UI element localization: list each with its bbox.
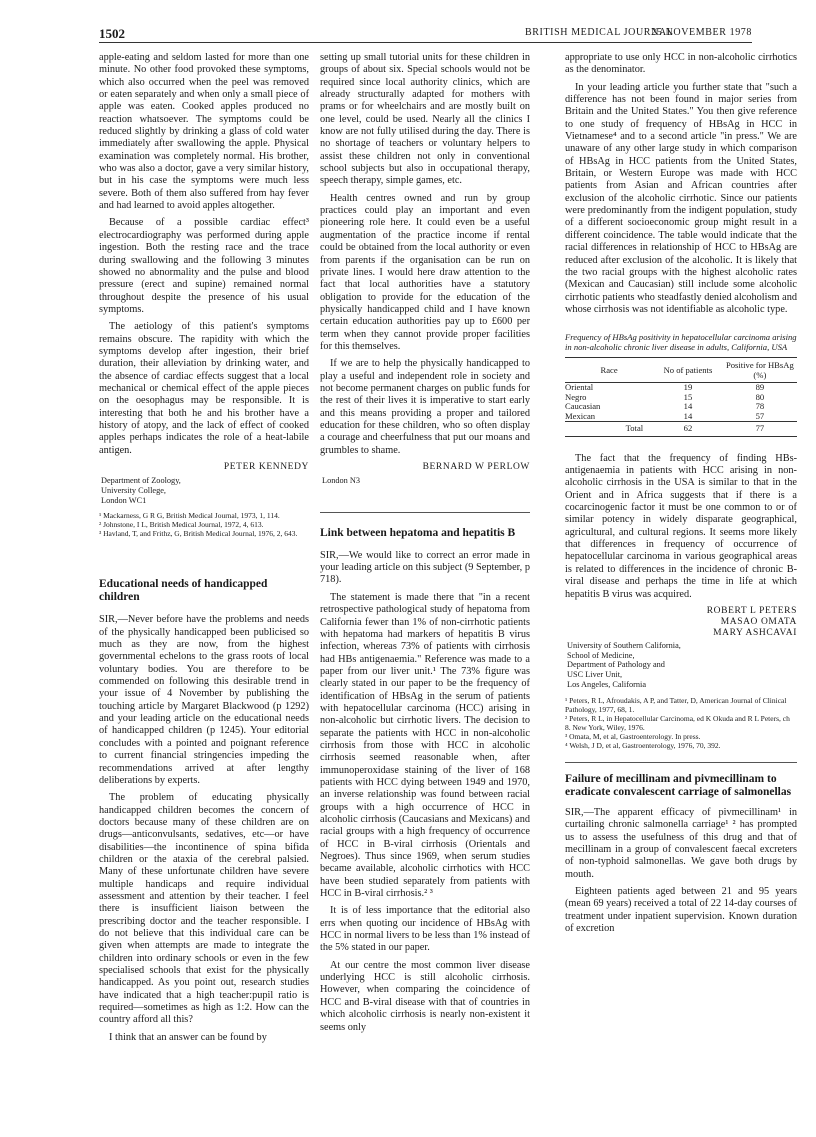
- apple-paragraph: apple-eating and seldom lasted for more than one minute. No other food provoked these symptoms, which also occurred when the peel was removed or eaten separately and when only a small piece of apple was eaten. Cooked apples produced no reaction whatsoever. The symptoms could be reduced slightly by drinking a glass of cold water immediately after swallowing the apple. Physical examination was completely normal. His brother, who was also a doctor, gave a very similar history, but in his case the symptoms were much less severe. Both of them also suffered from hay fever and had learned to avoid apples altogether.: [99, 52, 309, 212]
- hep-paragraph: The fact that the frequency of finding HBs-antigenaemia in patients with HCC arising in non-alcoholic cirrhosis in the USA is similar to that in the Orient and in Africa suggests that if there is a cocarcinogenic factor it must be one common to or of similar potency in widely disparate geographical, agricultural, and cultural regions. It seems more likely that differences in frequency of occurrence of hepatocellular carcinoma in various geographical areas is related to differences in the incidence of chronic B-viral disease and perhaps the time in life at which hepatitis B virus was acquired.: [565, 452, 797, 600]
- apple-references: [99, 511, 309, 538]
- section-divider: [565, 762, 797, 763]
- section-title-educational-needs: Educational needs of handicapped children: [99, 578, 268, 604]
- edu-address: London N3: [322, 476, 361, 485]
- page-number: 1502: [99, 26, 125, 41]
- table-cell: 62: [653, 422, 723, 437]
- hep-paragraph: It is of less importance that the editorial also errs when quoting our incidence of HBsAg with HCC in normal livers to be less than 1% instead of the 5% stated in our paper.: [320, 905, 530, 954]
- edu-paragraph: Health centres owned and run by group practices could play an important and even pioneering role here. It could even be a useful augmentation of the practice income if rental could be obtained from the local authority or even from parents if the organisation can be run on private lines. I would here draw attention to the fact that local authorities have a statutory obligation to provide for the education of the physically handicapped child and I have known certain education authorities pay up to £600 per term when they cannot provide proper facilities for this themselves.: [320, 192, 530, 352]
- apple-address-line: University College,: [101, 485, 166, 495]
- edu-signature: BERNARD W PERLOW: [422, 462, 530, 472]
- table-cell: 57: [755, 410, 765, 421]
- column-2: [320, 52, 530, 1039]
- reference-item: ² Peters, R L, in Hepatocellular Carcinoma, ed K Okuda and R L Peters, ch 8. New York, Wiley, 1976.: [565, 713, 790, 732]
- hep-address-line: University of Southern California,: [567, 640, 681, 650]
- table-cell: 77: [723, 422, 797, 437]
- table-header-race: Race: [565, 358, 653, 383]
- section-title-hepatoma: Link between hepatoma and hepatitis B: [320, 526, 516, 539]
- hep-address-line: Department of Pathology and: [567, 660, 665, 670]
- table-cell: Oriental: [565, 382, 594, 393]
- edu-paragraph: I think that an answer can be found by: [109, 1031, 267, 1043]
- table-total-row: [565, 422, 797, 437]
- sal-paragraph: Eighteen patients aged between 21 and 95 years (mean 69 years) received a total of 22 14-day courses of treatment under inpatient supervision. Known duration of excretion: [565, 885, 797, 934]
- hep-paragraph: The statement is made there that "in a recent retrospective pathological study of hepatoma from California fewer than 1% of non-cirrhotic patients with hepatoma had markers of hepatitis B virus infection, whereas 73% of patients with cirrhosis had HBs antigenaemia." Reference was made to a paper from our liver unit.¹ The 73% figure was clearly stated in our paper to be the frequency of identification of HBsAg in the serum of patients with hepatocellular carcinoma (HCC) arising in non-alcoholic but cirrhotic livers. The decision to separate the patients with HCC in non-alcoholic cirrhosis from those with HCC in alcoholic cirrhosis seemed reasonable when, after immunoperoxidase staining of the liver of 168 patients with HCC dying between 1949 and 1970, an inverse relationship was found between racial groups with a high occurrence of HCC in alcoholic cirrhosis (Caucasians and Mexicans) and racial groups with a high frequency of occurrence of HCC in B-viral cirrhosis (Orientals and Negroes). Thus since 1969, when serum studies became available, alcoholic cirrhotics with HCC have been studied separately from patients with HCC in B-viral cirrhosis.² ³: [320, 591, 530, 900]
- reference-item: ⁴ Welsh, J D, et al, Gastroenterology, 1976, 70, 392.: [565, 740, 721, 750]
- page-header: [99, 26, 752, 43]
- table-cell: Total: [565, 422, 653, 437]
- table-cell: Mexican: [565, 410, 596, 421]
- hep-signature: MASAO OMATA: [720, 616, 797, 627]
- table-cell: 89: [755, 382, 765, 393]
- edu-paragraph: The problem of educating physically handicapped children becomes the concern of doctors because many of these children are on drugs—anticonvulsants, sedatives, etc—or have disabilities—the incontinence of spina bifida children or the ataxia of the cerebral palsied. Many of these unfortunate children have severe multiple handicaps and require individual assessment and attention by their teacher. I feel there is insufficient liaison between the prescribing doctor and the teacher responsible. I do not believe that this individual care can be given when attempts are made to integrate the children into ordinary schools or even in the few specialised schools that exist for the physically handicapped. As you point out, research studies have indicated that a high teacher:pupil ratio is required—sometimes as high as 1:2. How can the country afford all this?: [99, 792, 309, 1026]
- table-cell: 15: [683, 391, 693, 402]
- reference-item: ² Johnstone, I L, British Medical Journal, 1972, 4, 613.: [99, 520, 264, 530]
- issue-date: 25 NOVEMBER 1978: [651, 27, 752, 38]
- hep-address-line: USC Liver Unit,: [567, 670, 623, 680]
- sal-paragraph: SIR,—The apparent efficacy of pivmecillinam¹ in curtailing chronic salmonella carriage¹ ² has prompted us to assess the usefulness of this drug and that of mecillinam in a group of convalescent faecal excreters of non-typhoid salmonellas. We gave both drugs by mouth.: [565, 806, 797, 880]
- apple-address-line: Department of Zoology,: [101, 476, 181, 485]
- apple-address-line: London WC1: [101, 495, 147, 505]
- table-cell: 19: [683, 382, 693, 393]
- table-row: [565, 412, 797, 422]
- hep-address-line: School of Medicine,: [567, 650, 635, 660]
- table-cell: 14: [683, 410, 693, 421]
- column-3: [565, 52, 797, 940]
- reference-item: ³ Omata, M, et al, Gastroenterology. In press.: [565, 731, 701, 741]
- edu-paragraph: setting up small tutorial units for these children in groups of about six. Special schools would not be required since local authority clinics, which are already structurally adapted for mothers with prams or for wheelchairs and are mostly built on one level, could be used. Nearly all the clinics I know are not fully utilised during the day. There is no shortage of teachers or voluntary helpers to assist these children not only in conventional school subjects but also in occupational therapy, speech therapy, simple games, etc.: [320, 52, 530, 187]
- hep-paragraph: In your leading article you further state that "such a difference has not been found in major series from Britain and the United States." You then give reference to one study of frequency of HBsAg in HCC in Vietnamese⁴ and to a second article "in press." We are unaware of any other large study in which comparison of HBsAg in HCC patients from the United States, Britain, or Western Europe was made with HCC patients from Asian and African countries after exclusion of the alcoholic cirrhotic. Since our patients were predominantly from the indigent population, study of a different socioeconomic group might result in a different coincidence. The table would indicate that the racial differences in relationship of HCC to HBsAg are reduced after exclusion of the alcoholic. It is likely that the two racial groups with the highest alcoholic rates (Mexican and Caucasian) still include some alcoholic cirrhotic patients who steadfastly denied alcoholism and whose cirrhosis was not identifiable as alcoholic type.: [565, 81, 797, 315]
- reference-item: ¹ Mackarness, G R G, British Medical Journal, 1973, 1, 114.: [99, 511, 280, 521]
- hep-signature: MARY ASHCAVAI: [713, 627, 797, 638]
- journal-name: BRITISH MEDICAL JOURNAL: [525, 27, 674, 38]
- edu-paragraph: SIR,—Never before have the problems and needs of the physically handicapped been publicised so much as they are now, from the highest governmental echelons to the grass roots of local voluntary bodies. You are therefore to be commended on following this desirable trend in your issue of 4 November by publishing the touching article by Margaret Blackwood (p 1292) and your leading article on the educational needs of handicapped children (p 1245). Your editorial concludes with a pointed and poignant reference to current financial stringencies impeding the recommendations arrived at after lengthy deliberations by experts.: [99, 614, 309, 786]
- column-1: [99, 52, 309, 1049]
- apple-paragraph: The aetiology of this patient's symptoms remains obscure. The rapidity with which the symptoms develop after ingestion, their brief duration, their alleviation by drinking water, and the absence of cardiac effects suggest that a local mechanical or chemical effect of the apple pieces on the oesophagus may be responsible. It is interesting that both he and his brother have a history of atopy, and the lack of effect of cooked apples perhaps indicates the role of a heat-labile antigen.: [99, 321, 309, 456]
- table-cell: Caucasian: [565, 401, 601, 412]
- hep-paragraph: SIR,—We would like to correct an error made in your leading article on this subject (9 September, p 718).: [320, 549, 530, 586]
- table-header-positive: Positive for HBsAg (%): [723, 358, 797, 383]
- table-cell: Negro: [565, 391, 587, 402]
- hep-paragraph: At our centre the most common liver disease underlying HCC is still alcoholic cirrhosis. However, when comparing the coincidence of HCC and B-viral disease with that of countries in which alcoholic cirrhosis is nearly non-existent it seems only: [320, 959, 530, 1033]
- table-cell: 80: [755, 391, 765, 402]
- section-divider: [320, 512, 530, 513]
- hep-signature: ROBERT L PETERS: [706, 605, 797, 616]
- reference-item: ¹ Peters, R L, Afroudakis, A P, and Tatter, D, American Journal of Clinical Pathology, 1977, 68, 1.: [565, 695, 787, 714]
- section-title-mecillinam: Failure of mecillinam and pivmecillinam to eradicate convalescent carriage of salmonellas: [565, 772, 792, 798]
- hep-paragraph: appropriate to use only HCC in non-alcoholic cirrhotics as the denominator.: [565, 52, 797, 76]
- apple-signature: PETER KENNEDY: [223, 462, 309, 472]
- table-caption: Frequency of HBsAg positivity in hepatocellular carcinoma arising in non-alcoholic chronic liver disease in adults, California, USA: [565, 332, 797, 353]
- hep-address-line: Los Angeles, California: [567, 680, 647, 690]
- hbsag-table: [565, 357, 797, 437]
- apple-paragraph: Because of a possible cardiac effect³ electrocardiography was performed during apple ingestion. Both the resting race and the trace during swallowing and the following 3 minutes showed no abnormality and the pulse and blood pressure (erect and supine) remained normal throughout despite the presence of his usual symptoms.: [99, 217, 309, 315]
- hep-references: [565, 696, 797, 750]
- reference-item: ³ Havland, T, and Frithz, G, British Medical Journal, 1976, 2, 643.: [99, 529, 298, 539]
- table-cell: 78: [755, 401, 765, 412]
- table-cell: 14: [683, 401, 693, 412]
- table-header-patients: No of patients: [653, 358, 723, 383]
- edu-paragraph: If we are to help the physically handicapped to play a useful and independent role in society and not become permanent charges on public funds for the rest of their lives it is imperative to start early and this means providing a proper and tailored education for these children, who so often display a courage and cheerfulness that put our moans and grumbles to shame.: [320, 358, 530, 456]
